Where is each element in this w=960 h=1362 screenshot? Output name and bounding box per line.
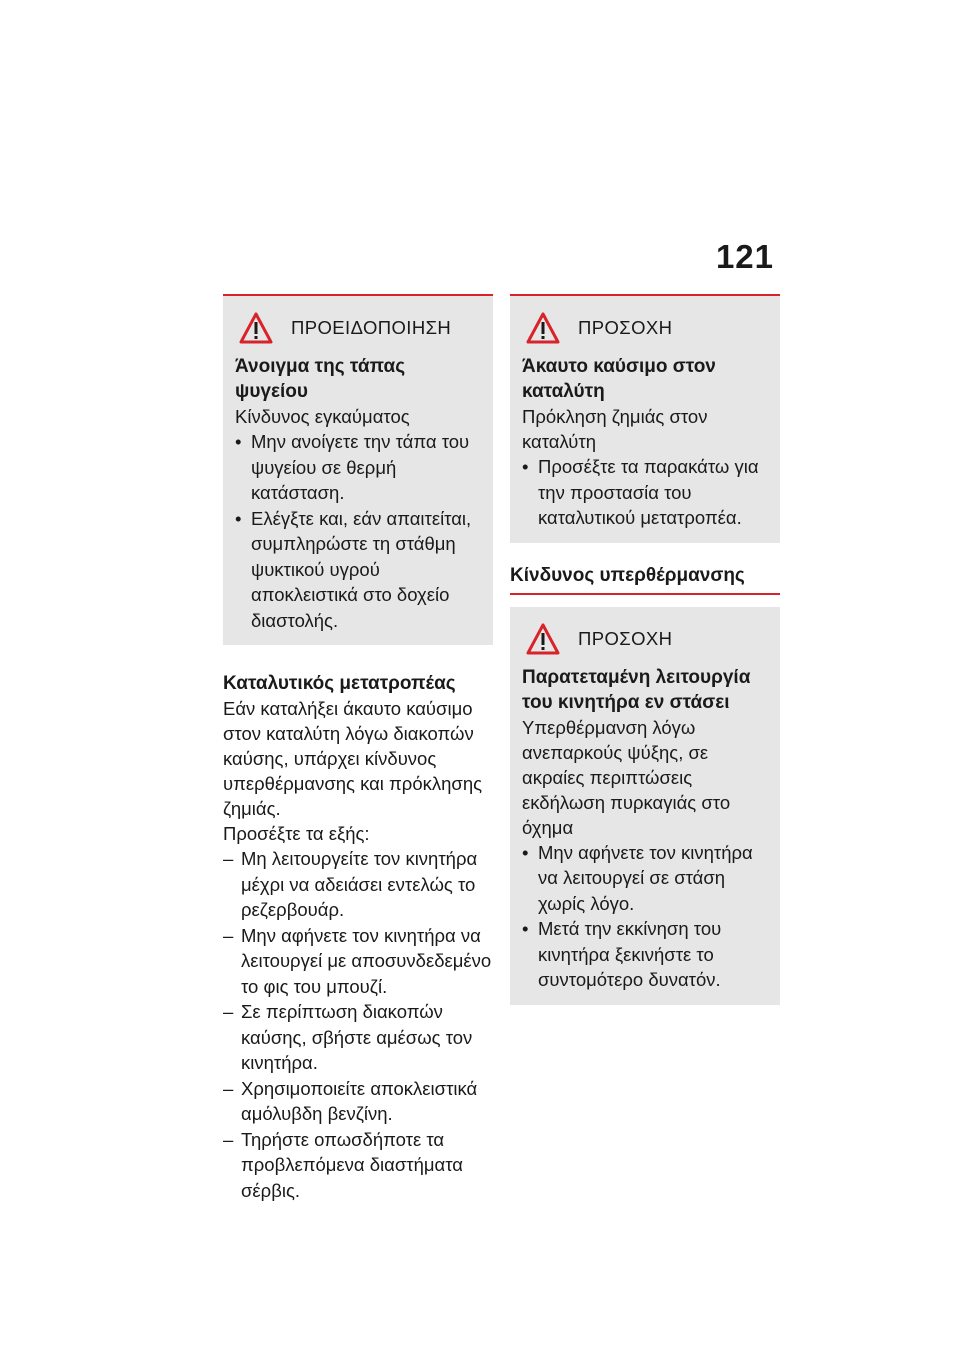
left-column xyxy=(223,294,493,1203)
caution-subtitle: Πρόκληση ζημιάς στον καταλύτη xyxy=(522,406,708,452)
warning-triangle-icon xyxy=(526,623,560,655)
page-number: 121 xyxy=(715,238,774,275)
list-item: – Μη λειτουργείτε τον κινητήρα μέχρι να αδειάσει εντελώς το ρεζερβουάρ. xyxy=(223,846,493,923)
caution-box-fuel xyxy=(510,294,780,543)
caution-title: Άκαυτο καύσιμο στον καταλύτη xyxy=(522,356,716,402)
warning-title: Άνοιγμα της τάπας ψυγείου xyxy=(235,356,406,402)
list-item: • Μην ανοίγετε την τάπα του ψυγείου σε θερμή κατάσταση. xyxy=(235,429,481,506)
catalyst-note: Προσέξτε τα εξής: xyxy=(223,823,370,844)
catalyst-heading: Καταλυτικός μετατροπέας xyxy=(223,673,456,694)
list-item: – Τηρήστε οπωσδήποτε τα προβλεπόμενα διαστήματα σέρβις. xyxy=(223,1127,493,1204)
list-item: • Προσέξτε τα παρακάτω για την προστασία του καταλυτικού μετατροπέα. xyxy=(522,454,768,531)
warning-box xyxy=(223,294,493,645)
caution-label: ΠΡΟΣΟΧΗ xyxy=(578,317,673,338)
warning-triangle-icon xyxy=(239,312,273,344)
list-item: • Μην αφήνετε τον κινητήρα να λειτουργεί σε στάση χωρίς λόγο. xyxy=(522,840,768,917)
warning-box-header xyxy=(235,308,481,348)
caution-title: Παρατεταμένη λειτουργία του κινητήρα εν στάσει xyxy=(522,666,751,713)
overheat-heading: Κίνδυνος υπερθέρμανσης xyxy=(510,565,780,595)
list-item: – Χρησιμοποιείτε αποκλειστικά αμόλυβδη βενζίνη. xyxy=(223,1076,493,1127)
warning-bullets xyxy=(235,429,481,633)
list-item: – Μην αφήνετε τον κινητήρα να λειτουργεί με αποσυνδεδεμένο το φις του μπουζί. xyxy=(223,923,493,1000)
caution-bullets xyxy=(522,840,768,993)
warning-subtitle: Κίνδυνος εγκαύματος xyxy=(235,406,410,427)
list-item: • Μετά την εκκίνηση του κινητήρα ξεκινήστε το συντομότερο δυνατόν. xyxy=(522,916,768,993)
list-item: • Ελέγξτε και, εάν απαιτείται, συμπληρώστε τη στάθμη ψυκτικού υγρού αποκλειστικά στο δοχείο διαστολής. xyxy=(235,506,481,634)
caution-bullets xyxy=(522,454,768,531)
caution-subtitle: Υπερθέρμανση λόγω ανεπαρκούς ψύξης, σε ακραίες περιπτώσεις εκδήλωση πυρκαγιάς στο όχημα xyxy=(522,716,731,838)
warning-label: ΠΡΟΕΙΔΟΠΟΙΗΣΗ xyxy=(291,317,452,338)
caution-label: ΠΡΟΣΟΧΗ xyxy=(578,627,673,649)
catalyst-section xyxy=(223,671,493,1203)
list-item: – Σε περίπτωση διακοπών καύσης, σβήστε αμέσως τον κινητήρα. xyxy=(223,999,493,1076)
caution-box-header xyxy=(522,619,768,659)
catalyst-paragraph: Εάν καταλήξει άκαυτο καύσιμο στον καταλύτη λόγω διακοπών καύσης, υπάρχει κίνδυνος υπερθέρμανσης και πρόκλησης ζημιάς. xyxy=(223,698,483,819)
caution-box-header xyxy=(522,308,768,348)
catalyst-items xyxy=(223,846,493,1203)
caution-box-overheat xyxy=(510,607,780,1005)
right-column xyxy=(510,294,780,1005)
warning-triangle-icon xyxy=(526,312,560,344)
